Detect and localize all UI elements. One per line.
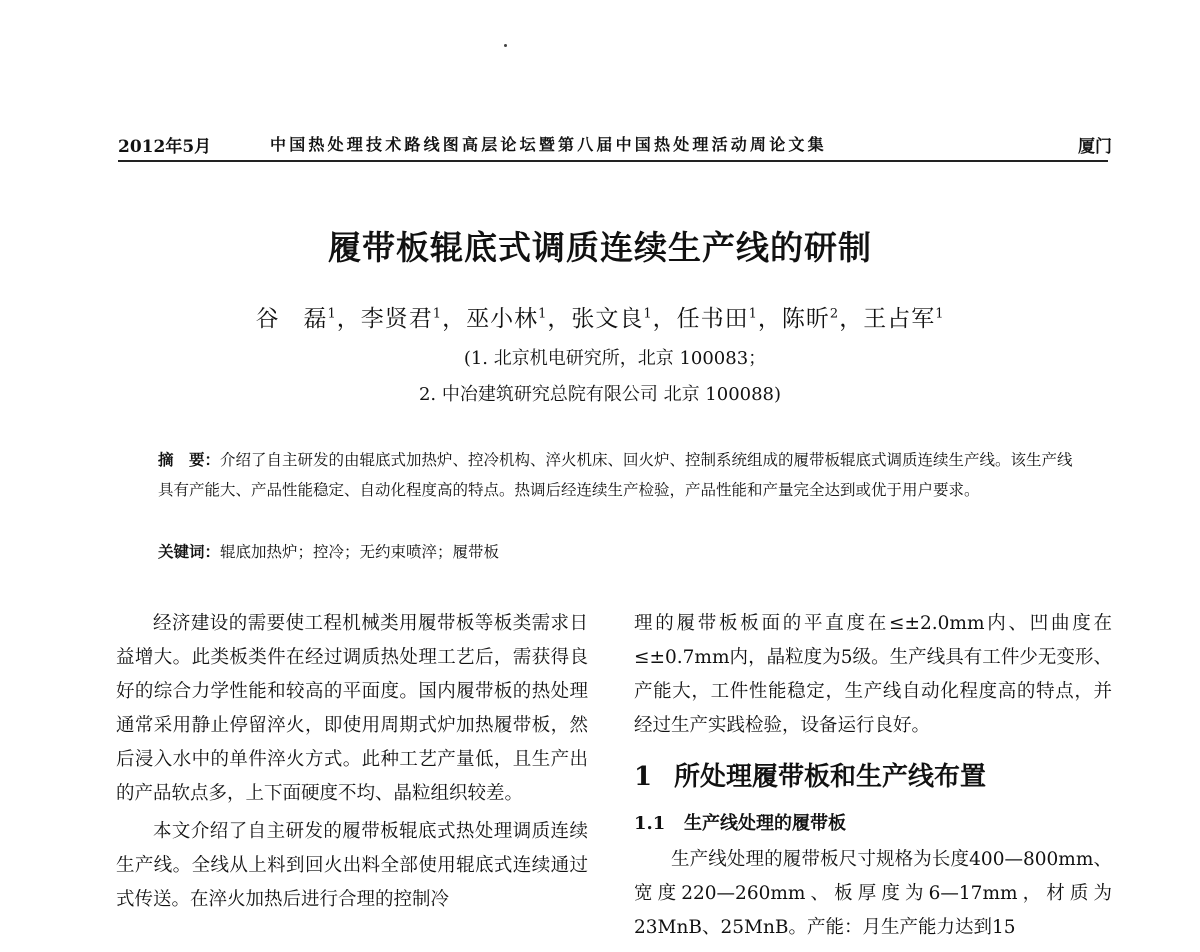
header-rule	[118, 160, 1108, 162]
paper-title: 履带板辊底式调质连续生产线的研制	[328, 228, 872, 267]
body-paragraph: 经济建设的需要使工程机械类用履带板等板类需求日益增大。此类板类件在经过调质热处理工艺后，需获得良好的综合力学性能和较高的平面度。国内履带板的热处理通常采用静止停留淬火，即使用周期式炉加热履带板，然后浸入水中的单件淬火方式。此种工艺产量低，且生产出的产品软点多，上下面硬度不均、晶粒组织较差。	[116, 613, 588, 804]
author-affiliation-mark: 1	[748, 306, 758, 322]
running-head-place: 厦门	[1078, 137, 1112, 157]
author-name: 任书田	[676, 306, 749, 332]
author-name: 谷 磊	[255, 306, 328, 332]
author-affiliation-mark: 1	[643, 306, 653, 322]
body-paragraph: 本文介绍了自主研发的履带板辊底式热处理调质连续生产线。全线从上料到回火出料全部使用辊底式连续通过式传送。在淬火加热后进行合理的控制冷	[116, 821, 588, 910]
author-affiliation-mark: 1	[327, 306, 337, 322]
abstract	[158, 445, 1088, 505]
author-name: 王占军	[863, 306, 936, 332]
subsection-heading	[634, 807, 1112, 841]
running-head-date: 2012年5月	[118, 137, 212, 157]
author-affiliation-mark: 2	[829, 306, 840, 322]
author-name: 李贤君	[360, 306, 433, 332]
author-list: 谷 磊$^1$，李贤君$^1$，巫小林$^1$，张文良$^1$，任书田$^1$，陈昕$^2$，王占军$^1$	[255, 306, 945, 332]
keywords-text: 辊底加热炉；控冷；无约束喷淬；履带板	[220, 543, 500, 561]
affiliation-line-2: 2. 中冶建筑研究总院有限公司 北京 100088)	[418, 384, 782, 405]
body-paragraph: 理的履带板板面的平直度在≤±2.0mm内、凹曲度在≤±0.7mm内，晶粒度为5级。生产线具有工件少无变形、产能大，工件性能稳定，生产线自动化程度高的特点，并经过生产实践检验，设备运行良好。	[634, 613, 1112, 736]
author-name: 陈昕	[781, 306, 830, 332]
section-title: 所处理履带板和生产线布置	[674, 762, 987, 792]
body-column-right	[634, 607, 1112, 945]
subsection-number: 1.1	[634, 813, 666, 834]
subsection-title: 生产线处理的履带板	[684, 813, 846, 834]
keywords	[158, 540, 1088, 562]
author-name: 巫小林	[466, 306, 539, 332]
section-heading	[634, 757, 1112, 797]
author-affiliation-mark: 1	[432, 306, 443, 322]
keywords-label: 关键词：	[158, 542, 221, 561]
author-affiliation-mark: 1	[538, 306, 548, 322]
abstract-text: 介绍了自主研发的由辊底式加热炉、控冷机构、淬火机床、回火炉、控制系统组成的履带板辊底式调质连续生产线。该生产线具有产能大、产品性能稳定、自动化程度高的特点。热调后经连续生产检验，产品性能和产量完全达到或优于用户要求。	[158, 451, 1073, 499]
author-name: 张文良	[571, 306, 644, 332]
affiliation-line-1: (1. 北京机电研究所，北京 100083；	[463, 348, 767, 369]
running-head-proceedings: 中国热处理技术路线图高层论坛暨第八届中国热处理活动周论文集	[270, 135, 827, 154]
scan-speck	[504, 44, 507, 47]
body-paragraph: 生产线处理的履带板尺寸规格为长度400—800mm、宽度220—260mm、板厚度为6—17mm，材质为23MnB、25MnB。产能：月生产能力达到15	[634, 849, 1112, 938]
running-head	[118, 132, 1112, 158]
body-column-left	[116, 607, 588, 917]
section-number: 1	[634, 762, 653, 792]
abstract-label: 摘 要：	[158, 450, 221, 469]
author-affiliation-mark: 1	[935, 306, 945, 322]
